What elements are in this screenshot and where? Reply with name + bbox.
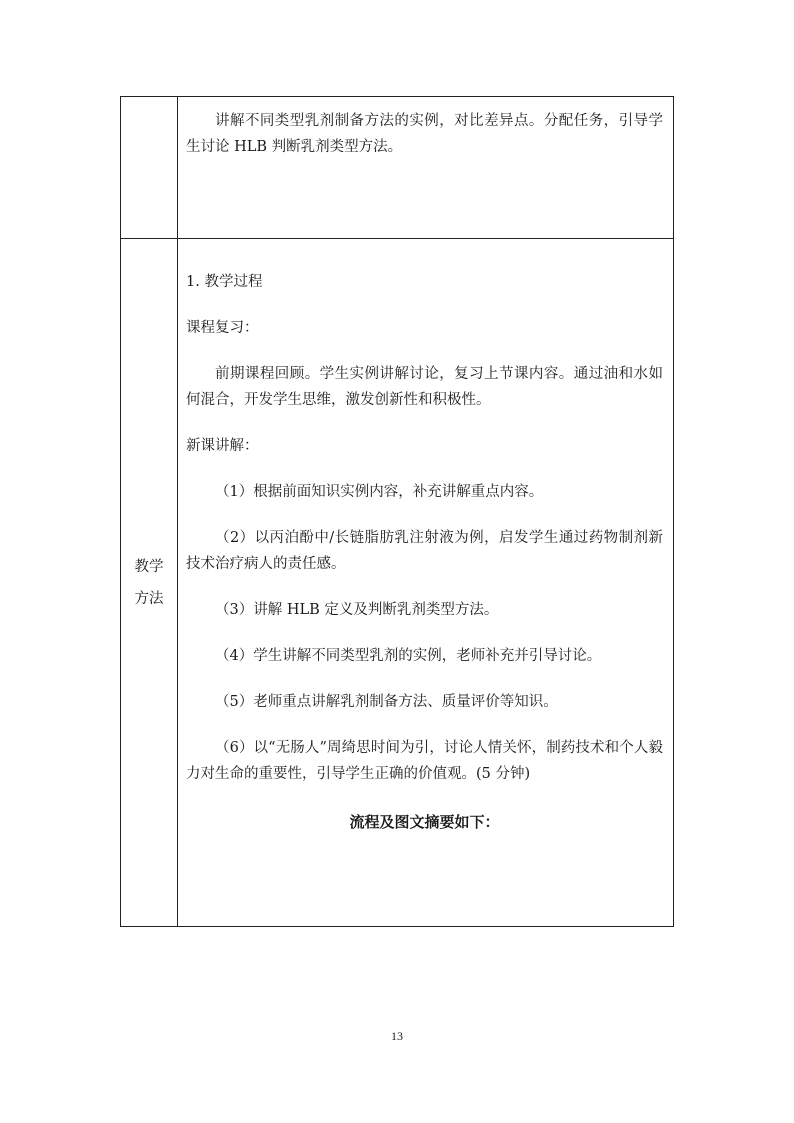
task-description: 讲解不同类型乳剂制备方法的实例，对比差异点。分配任务，引导学生讨论 HLB 判断乳剂类型方法。: [186, 113, 663, 155]
table-row: [121, 97, 674, 239]
review-text: 前期课程回顾。学生实例讲解讨论，复习上节课内容。通过油和水如何混合，开发学生思维，激发创新性和积极性。: [186, 366, 663, 408]
lesson-item-1: （1）根据前面知识实例内容，补充讲解重点内容。: [215, 484, 544, 500]
lesson-item-6: （6）以“无肠人”周绮思时间为引，讨论人情关怀，制药技术和个人毅力对生命的重要性，引导学生正确的价值观。(5 分钟): [186, 740, 663, 782]
lesson-item-5: （5）老师重点讲解乳剂制备方法、质量评价等知识。: [215, 694, 558, 710]
row-label-cell: [121, 97, 178, 239]
label-method: 方法: [134, 590, 164, 607]
row-content-cell: [178, 97, 674, 239]
label-teaching: 教学: [134, 558, 164, 575]
lesson-item-3: （3）讲解 HLB 定义及判断乳剂类型方法。: [215, 602, 499, 618]
table-row: [121, 239, 674, 927]
page-number: 13: [391, 1029, 403, 1043]
lesson-item-2: （2）以丙泊酚中/长链脂肪乳注射液为例，启发学生通过药物制剂新技术治疗病人的责任感。: [186, 530, 663, 572]
section-heading: 1. 教学过程: [186, 274, 263, 290]
row-content-cell: [178, 239, 674, 927]
review-title: 课程复习：: [186, 320, 259, 336]
row-label-cell: [121, 239, 178, 927]
flow-summary-title: 流程及图文摘要如下：: [349, 813, 500, 831]
lesson-item-4: （4）学生讲解不同类型乳剂的实例，老师补充并引导讨论。: [215, 648, 602, 664]
new-lesson-title: 新课讲解：: [186, 438, 259, 454]
lesson-plan-table: [120, 96, 674, 927]
